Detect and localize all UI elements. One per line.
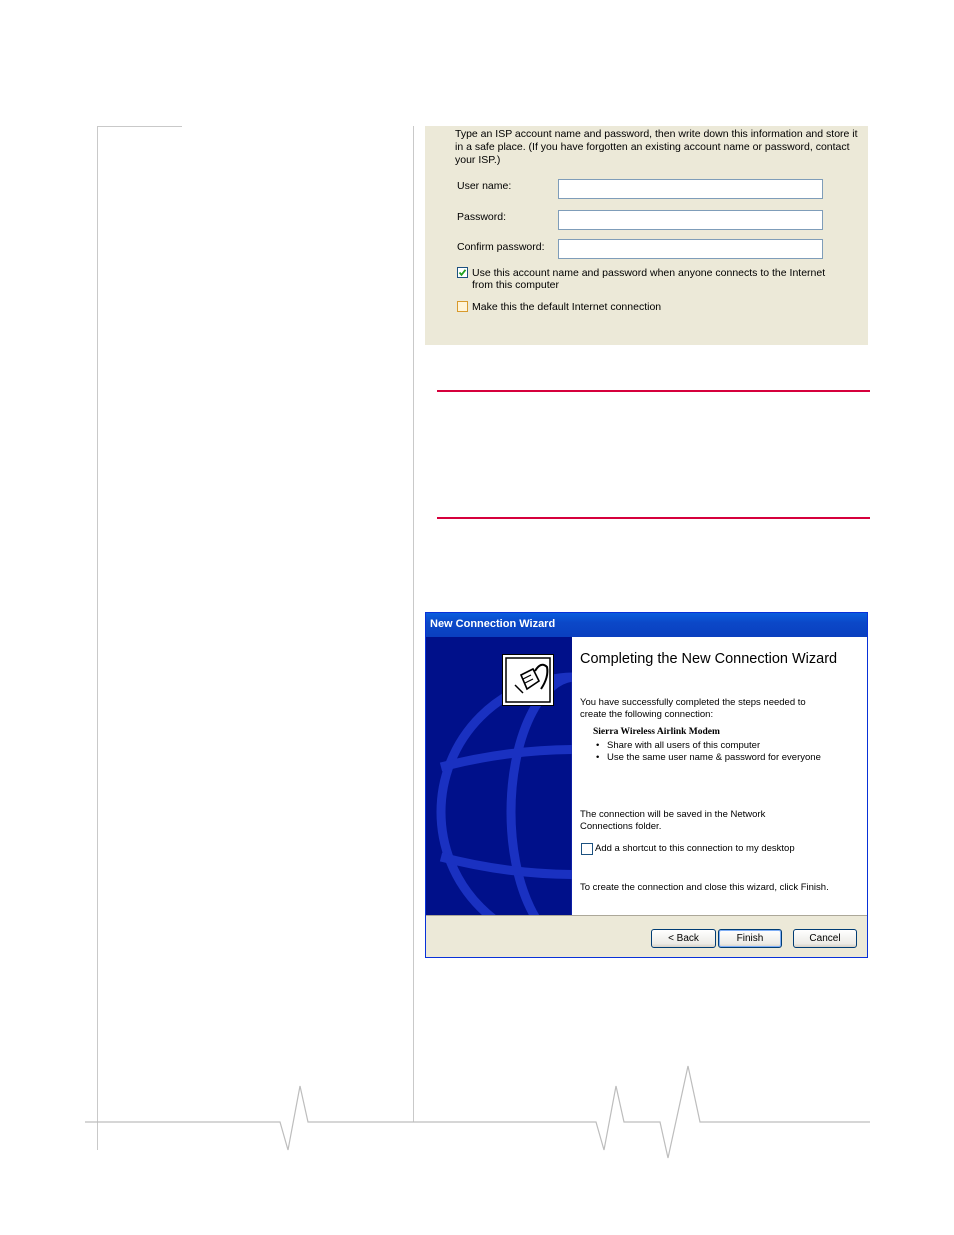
user-name-label: User name: xyxy=(457,180,512,192)
connection-name: Sierra Wireless Airlink Modem xyxy=(593,727,720,737)
user-name-input[interactable] xyxy=(558,179,823,199)
wizard-content-pane xyxy=(572,637,868,915)
default-connection-checkbox[interactable] xyxy=(457,301,468,312)
footer-pulse-line xyxy=(0,1060,954,1170)
confirm-password-label: Confirm password: xyxy=(457,241,545,253)
isp-account-panel xyxy=(425,126,868,345)
use-account-label: Use this account name and password when anyone connects to the Internet from this computer xyxy=(472,267,826,291)
new-connection-wizard-window xyxy=(425,612,868,958)
default-connection-label: Make this the default Internet connection xyxy=(472,301,662,313)
cancel-button[interactable]: Cancel xyxy=(793,929,857,948)
add-shortcut-label: Add a shortcut to this connection to my desktop xyxy=(595,843,795,854)
back-button[interactable]: < Back xyxy=(651,929,716,948)
wizard-title: New Connection Wizard xyxy=(430,618,556,630)
page-frame-column-line xyxy=(413,126,414,1122)
wizard-side-banner xyxy=(426,637,572,915)
check-icon xyxy=(458,268,467,277)
add-shortcut-checkbox[interactable] xyxy=(581,843,593,855)
finish-button[interactable]: Finish xyxy=(718,929,782,948)
wizard-intro-text: You have successfully completed the steps needed to create the following connection: xyxy=(580,697,806,720)
finish-instructions: To create the connection and close this wizard, click Finish. xyxy=(580,882,829,893)
bullet-item: • Use the same user name & password for everyone xyxy=(596,752,821,763)
page-frame-left-line xyxy=(97,126,98,1150)
wizard-button-separator xyxy=(426,915,867,916)
wizard-heading: Completing the New Connection Wizard xyxy=(580,651,838,667)
bullet-item: • Share with all users of this computer xyxy=(596,740,761,751)
network-plug-icon xyxy=(502,654,554,706)
saved-location-text: The connection will be saved in the Network Connections folder. xyxy=(580,809,766,832)
isp-instructions: Type an ISP account name and password, then write down this information and store it in a safe place. (If you have forgotten an existing account name or password, contact your ISP.) xyxy=(455,128,858,166)
page-frame-top-line xyxy=(97,126,182,127)
password-label: Password: xyxy=(457,211,507,223)
wizard-title-bar[interactable] xyxy=(426,613,867,637)
confirm-password-input[interactable] xyxy=(558,239,823,259)
note-top-rule xyxy=(437,390,870,392)
use-account-checkbox[interactable] xyxy=(457,267,468,278)
password-input[interactable] xyxy=(558,210,823,230)
note-bottom-rule xyxy=(437,517,870,519)
